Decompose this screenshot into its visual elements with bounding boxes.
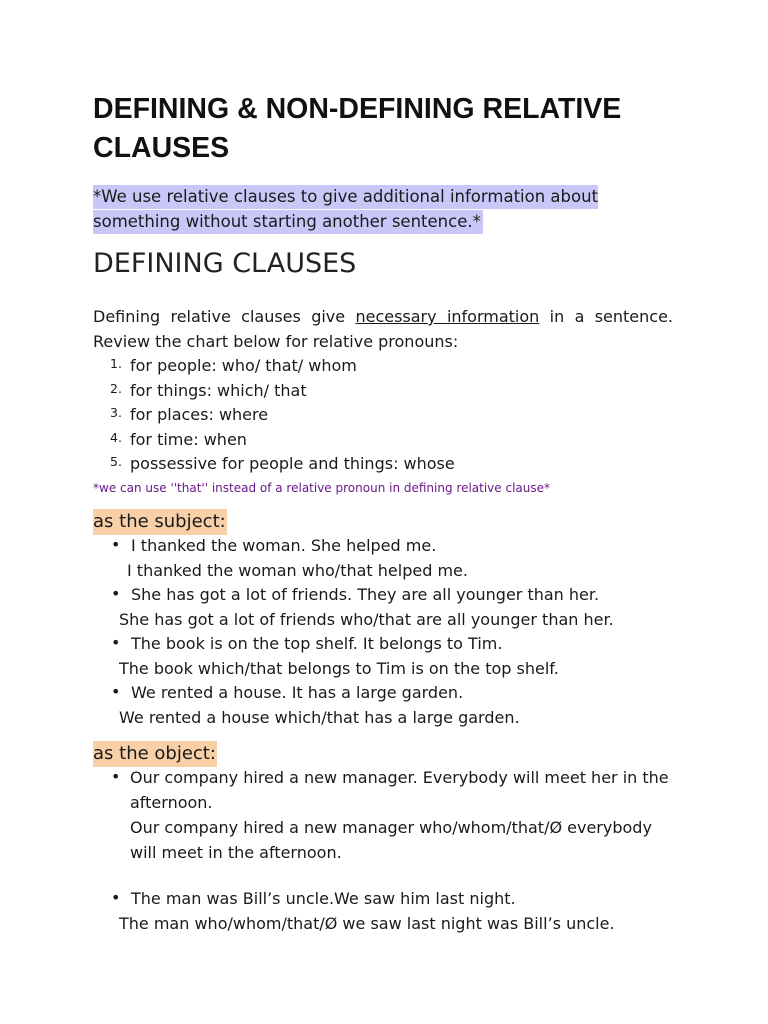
- object-example-2-combined: The man who/whom/that/Ø we saw last night was Bill’s uncle.: [119, 914, 615, 933]
- list-number: 5.: [110, 454, 122, 470]
- intro-note-text: *We use relative clauses to give additional information about something without starting another sentence.*: [93, 185, 598, 234]
- object-example-1-original-line1: Our company hired a new manager. Everybody will meet her in the: [130, 768, 669, 787]
- relative-pronoun-list: [93, 354, 455, 477]
- subject-heading: [93, 510, 227, 534]
- paragraph-underlined-phrase: necessary information: [355, 307, 540, 326]
- list-number: 2.: [110, 380, 122, 396]
- bullet-icon: •: [111, 535, 121, 554]
- subject-example-2-original: She has got a lot of friends. They are all younger than her.: [131, 585, 600, 604]
- object-example-1-original-line2: afternoon.: [130, 793, 213, 812]
- object-example-1-combined-line1: Our company hired a new manager who/whom/that/Ø everybody: [130, 818, 652, 837]
- subject-example-2-combined: She has got a lot of friends who/that are all younger than her.: [119, 610, 614, 629]
- list-item: [93, 379, 455, 404]
- defining-paragraph: [93, 305, 673, 354]
- object-example-2-original: The man was Bill’s uncle.We saw him last night.: [131, 889, 516, 908]
- list-item: [93, 428, 455, 453]
- intro-note: [93, 184, 673, 234]
- subject-example-4-combined: We rented a house which/that has a large garden.: [119, 708, 520, 727]
- list-item: [93, 403, 455, 428]
- that-usage-note: *we can use ''that'' instead of a relative pronoun in defining relative clause*: [93, 481, 551, 495]
- subject-example-1-original: I thanked the woman. She helped me.: [131, 536, 437, 555]
- paragraph-text-start: Defining relative clauses give: [93, 307, 356, 326]
- object-heading-text: as the object:: [93, 741, 217, 767]
- paragraph-text-end: in a sentence. Review the chart below for relative pronouns:: [93, 307, 674, 351]
- subject-example-4-original: We rented a house. It has a large garden.: [131, 683, 464, 702]
- bullet-icon: •: [111, 888, 121, 907]
- subject-example-1-combined: I thanked the woman who/that helped me.: [127, 561, 468, 580]
- object-example-1-combined-line2: will meet in the afternoon.: [130, 843, 342, 862]
- bullet-icon: •: [111, 682, 121, 701]
- subject-example-3-original: The book is on the top shelf. It belongs to Tim.: [131, 634, 503, 653]
- list-item-text: for time: when: [130, 429, 247, 449]
- list-item-text: for places: where: [130, 405, 269, 425]
- list-number: 1.: [110, 356, 122, 371]
- object-heading: [93, 742, 217, 766]
- section-title-defining: DEFINING CLAUSES: [93, 248, 357, 279]
- subject-heading-text: as the subject:: [93, 509, 227, 535]
- list-number: 4.: [110, 429, 122, 445]
- list-item: [93, 452, 455, 477]
- bullet-icon: •: [111, 633, 121, 652]
- bullet-icon: •: [111, 584, 121, 603]
- list-item: [93, 354, 455, 379]
- list-item-text: for things: which/ that: [130, 380, 307, 400]
- list-number: 3.: [110, 405, 122, 421]
- list-item-text: possessive for people and things: whose: [130, 454, 455, 474]
- subject-example-3-combined: The book which/that belongs to Tim is on the top shelf.: [119, 659, 559, 678]
- bullet-icon: •: [111, 767, 121, 786]
- document-title: DEFINING & NON-DEFINING RELATIVE CLAUSES: [93, 93, 622, 164]
- list-item-text: for people: who/ that/ whom: [130, 356, 357, 375]
